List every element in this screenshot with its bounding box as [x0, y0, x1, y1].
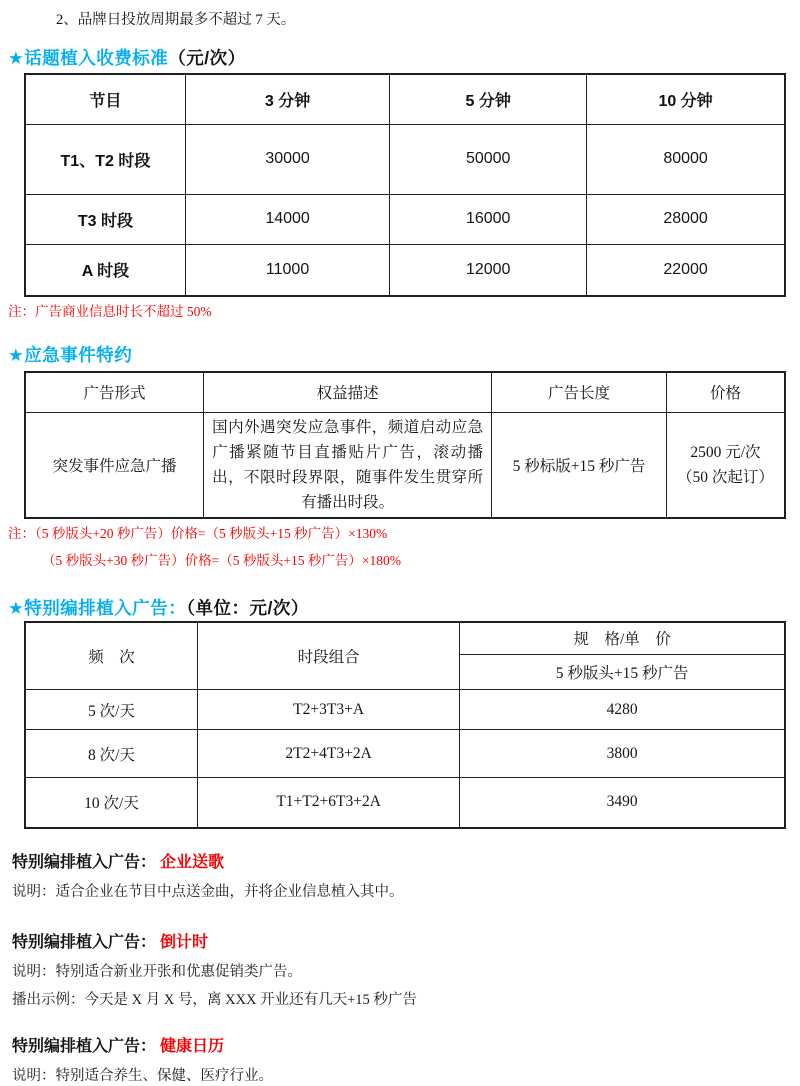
t2-header-form: 广告形式: [25, 372, 204, 412]
ad-block-name: 企业送歌: [160, 853, 225, 871]
table-row: [25, 690, 785, 730]
t3-combo-cell: T2+3T3+A: [198, 690, 460, 730]
ad-block-label: 特别编排植入广告：: [12, 1037, 157, 1055]
t2-header-row: [25, 372, 785, 412]
table-row: [25, 194, 785, 244]
section1-note: 注：广告商业信息时长不超过 50%: [8, 304, 212, 319]
table-row: [25, 124, 785, 194]
ad-block-heading: [12, 852, 800, 874]
t1-cell: 50000: [390, 124, 587, 194]
table-row: [25, 412, 785, 518]
t3-header-combo: 时段组合: [198, 622, 460, 690]
t1-cell: 80000: [587, 124, 785, 194]
t1-row-label: T3 时段: [25, 194, 185, 244]
table-row: [25, 778, 785, 828]
t1-row-label: T1、T2 时段: [25, 124, 185, 194]
t1-cell: 12000: [390, 244, 587, 296]
ad-block-description: 说明：特别适合新业开张和优惠促销类广告。: [12, 963, 302, 980]
section2-title: [8, 344, 800, 366]
t1-cell: 14000: [185, 194, 389, 244]
t1-header-3min: 3 分钟: [185, 74, 389, 124]
ad-block-heading: [12, 932, 800, 954]
t2-header-price: 价格: [666, 372, 785, 412]
t1-cell: 22000: [587, 244, 785, 296]
t1-cell: 16000: [390, 194, 587, 244]
section2-title-accent: ★应急事件特约: [8, 345, 133, 365]
ad-block-broadcast-example: 播出示例：今天是 X 月 X 号，离 XXX 开业还有几天+15 秒广告: [12, 991, 417, 1008]
t3-combo-cell: 2T2+4T3+2A: [198, 730, 460, 778]
t3-price-cell: 4280: [460, 690, 785, 730]
ad-block-description: 说明：适合企业在节目中点送金曲，并将企业信息植入其中。: [12, 883, 404, 900]
t1-header-program: 节目: [25, 74, 185, 124]
t2-header-rights: 权益描述: [204, 372, 492, 412]
t3-price-cell: 3800: [460, 730, 785, 778]
table-row: [25, 244, 785, 296]
t3-header-spec-sub: 5 秒版头+15 秒广告: [460, 655, 785, 690]
topic-implant-price-table: [24, 73, 786, 297]
t3-frequency-cell: 10 次/天: [25, 778, 198, 828]
section1-title-accent: ★话题植入收费标准: [8, 48, 169, 68]
t3-frequency-cell: 5 次/天: [25, 690, 198, 730]
t2-price-line1: 2500 元/次: [690, 443, 761, 461]
ad-block-label: 特别编排植入广告：: [12, 933, 157, 951]
ad-price-document: [0, 10, 800, 1084]
section1-title-unit: （元/次）: [168, 48, 246, 68]
t2-form-cell: 突发事件应急广播: [25, 412, 204, 518]
ad-block-name: 倒计时: [160, 933, 209, 951]
emergency-event-table: [24, 371, 786, 519]
t1-cell: 28000: [587, 194, 785, 244]
table-row: [25, 730, 785, 778]
t1-header-row: [25, 74, 785, 124]
section2-note-1: 注：（5 秒版头+20 秒广告）价格=（5 秒版头+15 秒广告）×130%: [8, 525, 388, 541]
t3-combo-cell: T1+T2+6T3+2A: [198, 778, 460, 828]
ad-block-health-calendar: [12, 1036, 800, 1086]
special-arrangement-table: [24, 621, 786, 829]
section2-note-2: （5 秒版头+30 秒广告）价格=（5 秒版头+15 秒广告）×180%: [42, 552, 401, 568]
t2-price-cell: [666, 412, 785, 518]
t2-description-cell: 国内外遇突发应急事件，频道启动应急广播紧随节目直播贴片广告，滚动播出，不限时段界限，随事件发生贯穿所有播出时段。: [204, 412, 492, 518]
t3-header-spec-price: 规 格/单 价: [460, 622, 785, 655]
ad-block-heading: [12, 1036, 800, 1058]
t1-row-label: A 时段: [25, 244, 185, 296]
t1-cell: 30000: [185, 124, 389, 194]
t3-price-cell: 3490: [460, 778, 785, 828]
ad-block-description: 说明：特别适合养生、保健、医疗行业。: [12, 1067, 273, 1084]
intro-line: 2、品牌日投放周期最多不超过 7 天。: [56, 12, 296, 28]
ad-block-label: 特别编排植入广告：: [12, 853, 157, 871]
t3-header-row-1: [25, 622, 785, 655]
ad-block-name: 健康日历: [160, 1037, 225, 1055]
ad-block-countdown: [12, 932, 800, 1010]
section1-title: [8, 47, 800, 69]
t1-cell: 11000: [185, 244, 389, 296]
t2-header-length: 广告长度: [492, 372, 667, 412]
t2-price-line2: （50 次起订）: [677, 468, 774, 486]
t1-header-5min: 5 分钟: [390, 74, 587, 124]
t3-header-frequency: 频 次: [25, 622, 198, 690]
ad-block-enterprise-song: [12, 852, 800, 902]
t1-header-10min: 10 分钟: [587, 74, 785, 124]
t3-frequency-cell: 8 次/天: [25, 730, 198, 778]
t2-length-cell: 5 秒标版+15 秒广告: [492, 412, 667, 518]
section3-title: [8, 597, 800, 619]
section3-title-accent: ★特别编排植入广告：: [8, 597, 187, 618]
section3-title-unit: （单位：元/次）: [186, 597, 309, 618]
